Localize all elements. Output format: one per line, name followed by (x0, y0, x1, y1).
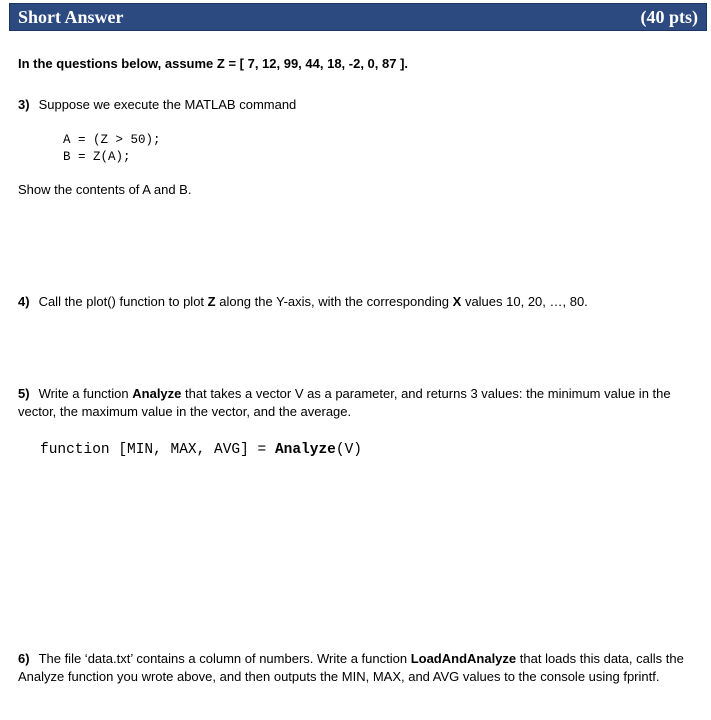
question-5-code-prefix: function [MIN, MAX, AVG] = (40, 442, 275, 458)
question-6-bold-loadandanalyze: LoadAndAnalyze (410, 651, 517, 666)
question-3-code-line-1: A = (Z > 50); (63, 133, 161, 147)
question-3-code-line-2: B = Z(A); (63, 150, 131, 164)
question-6-prompt (18, 650, 703, 686)
question-5-code-function-name: Analyze (274, 442, 336, 458)
question-6-text-2: that loads this data, calls the Analyze function you wrote above, and then outputs the MIN, MAX, and AVG values to the console using fprintf. (18, 651, 684, 684)
question-4-text-3: values 10, 20, …, 80. (461, 294, 588, 309)
question-4-prompt (18, 293, 588, 311)
question-3-prompt (18, 96, 296, 114)
question-5-code-suffix: (V) (335, 442, 362, 458)
question-3-followup: Show the contents of A and B. (18, 182, 192, 197)
question-3-number: 3) (18, 97, 30, 112)
question-4-bold-z: Z (207, 294, 216, 309)
question-3-text: Suppose we execute the MATLAB command (38, 97, 297, 112)
question-5-code (40, 441, 362, 459)
question-4-number: 4) (18, 294, 30, 309)
section-header (9, 3, 707, 31)
question-5-number: 5) (18, 386, 30, 401)
question-4-text-1: Call the plot() function to plot (38, 294, 208, 309)
question-5-prompt (18, 385, 703, 421)
question-6-text-1: The file ‘data.txt’ contains a column of numbers. Write a function (38, 651, 411, 666)
section-points: (40 pts) (640, 7, 698, 27)
question-5-text-1: Write a function (38, 386, 133, 401)
question-4-bold-x: X (452, 294, 462, 309)
section-title: Short Answer (18, 7, 124, 27)
question-5-bold-analyze: Analyze (132, 386, 182, 401)
question-4-text-2: along the Y-axis, with the corresponding (215, 294, 453, 309)
question-5-text-2: that takes a vector V as a parameter, and returns 3 values: the minimum value in the vector, the maximum value in the vector, and the average. (18, 386, 671, 419)
question-6-number: 6) (18, 651, 30, 666)
intro-statement: In the questions below, assume Z = [ 7, 12, 99, 44, 18, -2, 0, 87 ]. (18, 56, 409, 71)
